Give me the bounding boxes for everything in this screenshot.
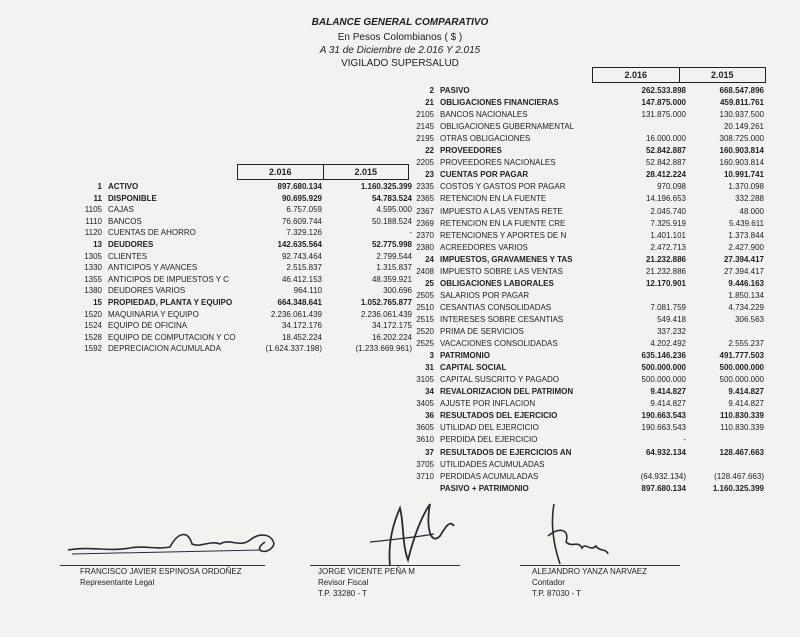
account-code: 34 xyxy=(425,387,434,397)
account-label: ANTICIPOS Y AVANCES xyxy=(108,263,198,273)
account-code: 3610 xyxy=(416,435,434,445)
pasivo-column-header xyxy=(592,67,766,83)
account-label: RETENCION EN LA FUENTE CRE xyxy=(440,218,566,228)
value-2015: 308.725.000 xyxy=(719,134,764,144)
signatory-2 xyxy=(318,566,415,599)
account-code: 2367 xyxy=(416,206,434,216)
account-label: RETENCIONES Y APORTES DE N xyxy=(440,230,567,240)
year-2015-header: 2.015 xyxy=(679,68,766,82)
account-code: 1120 xyxy=(84,228,102,238)
account-code: 3710 xyxy=(416,471,434,481)
value-2016: 64.932.134 xyxy=(645,447,686,457)
account-code: 24 xyxy=(425,254,434,264)
account-label: COSTOS Y GASTOS POR PAGAR xyxy=(440,182,566,192)
account-label: PASIVO xyxy=(440,86,470,95)
account-label: EQUIPO DE COMPUTACION Y CO xyxy=(108,332,236,342)
value-2015: 9.414.827 xyxy=(728,387,764,397)
account-code: 1520 xyxy=(84,309,102,319)
account-code: 37 xyxy=(425,447,434,457)
value-2016: 147.875.000 xyxy=(641,98,686,108)
value-2015: 500.000.000 xyxy=(719,375,764,385)
activo-row xyxy=(80,320,410,332)
value-2016: 635.146.236 xyxy=(641,351,686,361)
account-label: PRIMA DE SERVICIOS xyxy=(440,327,524,336)
value-2015: 4.595.000 xyxy=(376,205,412,215)
value-2016: 970.098 xyxy=(657,182,686,192)
account-label: OTRAS OBLIGACIONES xyxy=(440,134,531,144)
pasivo-row xyxy=(410,422,770,434)
account-label: ACREEDORES VARIOS xyxy=(440,242,528,252)
account-label: RETENCION EN LA FUENTE xyxy=(440,194,547,204)
account-label: CAJAS xyxy=(108,205,134,215)
pasivo-row xyxy=(410,278,770,290)
value-2015: 2.799.544 xyxy=(376,251,412,261)
value-2016: 14.196.653 xyxy=(645,194,686,204)
value-2016: 4.202.492 xyxy=(650,339,686,349)
pasivo-row xyxy=(410,447,770,459)
account-code: 1592 xyxy=(84,344,102,354)
account-label: IMPUESTO A LAS VENTAS RETE xyxy=(440,206,563,216)
value-2016: 12.170.901 xyxy=(645,278,686,288)
activo-row xyxy=(80,216,410,228)
value-2015: 110.830.339 xyxy=(719,411,764,421)
account-code: 2205 xyxy=(416,158,434,168)
report-title: BALANCE GENERAL COMPARATIVO xyxy=(311,17,489,28)
pasivo-row xyxy=(410,181,770,193)
account-label: CUENTAS POR PAGAR xyxy=(440,170,529,180)
value-2016: 337.232 xyxy=(657,327,686,336)
pasivo-row xyxy=(410,133,770,145)
account-label: MAQUINARIA Y EQUIPO xyxy=(108,309,199,319)
account-label: PATRIMONIO xyxy=(440,351,490,361)
value-2016: 34.172.176 xyxy=(281,321,322,331)
pasivo-row xyxy=(410,169,770,181)
value-2016: 76.609.744 xyxy=(281,216,322,226)
value-2016: - xyxy=(683,435,686,445)
signatory-role: Representante Legal xyxy=(80,578,155,587)
value-2015: 2.236.061.439 xyxy=(360,309,412,319)
value-2015: 1.373.844 xyxy=(728,230,764,240)
account-code: 25 xyxy=(425,278,434,288)
value-2016: 500.000.000 xyxy=(641,375,686,385)
account-code: 1330 xyxy=(84,263,102,273)
value-2016: 897.680.134 xyxy=(277,182,322,191)
activo-row xyxy=(80,193,410,205)
account-label: CUENTAS DE AHORRO xyxy=(108,228,196,238)
value-2016: 7.325.919 xyxy=(650,218,686,228)
account-label: PROVEEDORES NACIONALES xyxy=(440,158,556,168)
account-label: PERDIDAS ACUMULADAS xyxy=(440,471,539,481)
account-label: DEPRECIACION ACUMULADA xyxy=(108,344,221,354)
account-label: VACACIONES CONSOLIDADAS xyxy=(440,339,558,349)
signatory-3 xyxy=(532,566,647,599)
value-2015: 1.850.134 xyxy=(728,290,764,300)
value-2015: 20.149.261 xyxy=(723,122,764,132)
account-code: 13 xyxy=(93,240,102,249)
value-2015: 2.555.237 xyxy=(728,339,764,349)
value-2015: 491.777.503 xyxy=(719,351,764,361)
value-2015: 1.052.765.877 xyxy=(360,298,412,307)
account-code: 3 xyxy=(429,351,434,361)
account-label: ACTIVO xyxy=(108,182,139,191)
account-code: 1110 xyxy=(85,216,102,226)
value-2016: 7.329.126 xyxy=(286,228,322,238)
value-2016: 500.000.000 xyxy=(641,363,686,373)
account-code: 2380 xyxy=(416,242,434,252)
account-label: OBLIGACIONES GUBERNAMENTAL xyxy=(440,122,575,132)
value-2015: 306.563 xyxy=(735,314,764,324)
value-2016: 7.081.759 xyxy=(650,302,686,312)
pasivo-row xyxy=(410,206,770,218)
year-2016-header: 2.016 xyxy=(624,70,648,80)
account-label: PROVEEDORES xyxy=(440,146,502,156)
value-2016: 2.515.837 xyxy=(286,263,322,273)
account-code: 2505 xyxy=(416,290,434,300)
value-2015: 110.830.339 xyxy=(720,423,764,433)
signature-francisco xyxy=(60,510,290,570)
account-label: PROPIEDAD, PLANTA Y EQUIPO xyxy=(108,298,233,307)
value-2016: (64.932.134) xyxy=(640,471,686,481)
account-code: 2145 xyxy=(416,122,434,132)
value-2016: (1.624.337.198) xyxy=(265,344,322,354)
signatory-name: JORGE VICENTE PEÑA M xyxy=(318,567,415,576)
pasivo-row xyxy=(410,193,770,205)
pasivo-row xyxy=(410,471,770,483)
account-label: SALARIOS POR PAGAR xyxy=(440,290,530,300)
pasivo-row xyxy=(410,398,770,410)
pasivo-row xyxy=(410,145,770,157)
signatory-name: ALEJANDRO YANZA NARVAEZ xyxy=(532,567,647,576)
account-code: 3105 xyxy=(416,375,434,385)
report-date: A 31 de Diciembre de 2.016 Y 2.015 xyxy=(319,45,481,56)
account-code: 1380 xyxy=(84,286,102,296)
signatory-role: Contador xyxy=(532,578,565,587)
pasivo-row xyxy=(410,109,770,121)
year-2015-header: 2.015 xyxy=(323,165,409,179)
value-2015: 50.188.524 xyxy=(371,216,412,226)
value-2016: 92.743.464 xyxy=(281,251,322,261)
value-2015: 130.937.500 xyxy=(719,110,764,120)
activo-row xyxy=(80,181,410,193)
value-2015: 160.903.814 xyxy=(719,158,764,168)
account-code: 2370 xyxy=(416,230,434,240)
account-code: 2195 xyxy=(416,134,434,144)
value-2015: 668.547.896 xyxy=(719,86,764,95)
value-2016: 46.412.153 xyxy=(281,274,322,284)
account-label: CAPITAL SUSCRITO Y PAGADO xyxy=(440,375,559,385)
value-2016: 964.110 xyxy=(293,286,322,296)
activo-row xyxy=(80,332,410,344)
account-label: UTILIDADES ACUMULADAS xyxy=(440,459,545,469)
value-2016: 190.663.543 xyxy=(641,423,686,433)
activo-row xyxy=(80,239,410,251)
signatory-1 xyxy=(80,566,242,588)
account-label: CESANTIAS CONSOLIDADAS xyxy=(440,302,552,312)
value-2015: 160.903.814 xyxy=(719,146,764,156)
value-2016: 664.348.641 xyxy=(277,298,322,307)
value-2015: 48.000 xyxy=(739,206,764,216)
account-label: IMPUESTOS, GRAVAMENES Y TAS xyxy=(440,254,573,264)
activo-row xyxy=(80,227,410,239)
account-code: 2335 xyxy=(416,182,434,192)
account-label: DEUDORES VARIOS xyxy=(108,286,186,296)
pasivo-row xyxy=(410,218,770,230)
pasivo-row xyxy=(410,350,770,362)
signatory-id: T.P. 87030 - T xyxy=(532,589,582,598)
account-code: 36 xyxy=(425,411,434,421)
signatory-id: T.P. 33280 - T xyxy=(318,589,368,598)
account-code: 2369 xyxy=(416,218,434,228)
pasivo-row xyxy=(410,434,770,446)
value-2016: 28.412.224 xyxy=(645,170,686,180)
account-code: 3605 xyxy=(416,423,434,433)
value-2016: 21.232.886 xyxy=(645,254,686,264)
activo-row xyxy=(80,297,410,309)
pasivo-row xyxy=(410,483,770,495)
pasivo-row xyxy=(410,85,770,97)
pasivo-row xyxy=(410,338,770,350)
value-2015: 10.991.741 xyxy=(723,170,764,180)
value-2015: 54.783.524 xyxy=(371,193,412,203)
value-2015: 1.160.325.399 xyxy=(712,483,764,493)
value-2015: (1.233.669.961) xyxy=(355,344,412,354)
value-2016: 897.680.134 xyxy=(641,483,686,493)
pasivo-row xyxy=(410,362,770,374)
account-label: INTERESES SOBRE CESANTIAS xyxy=(440,314,564,324)
account-label: CLIENTES xyxy=(108,251,148,261)
activo-row xyxy=(80,309,410,321)
currency-line: En Pesos Colombianos ( $ ) xyxy=(337,32,463,43)
value-2016: 1.401.101 xyxy=(650,230,686,240)
value-2016: 16.000.000 xyxy=(645,134,686,144)
account-label: ANTICIPOS DE IMPUESTOS Y C xyxy=(108,274,229,284)
account-code: 1105 xyxy=(84,205,102,215)
activo-row xyxy=(80,262,410,274)
signatory-role: Revisor Fiscal xyxy=(318,578,369,587)
pasivo-row xyxy=(410,410,770,422)
value-2016: 2.472.713 xyxy=(650,242,686,252)
value-2015: 332.288 xyxy=(735,194,764,204)
value-2015: 1.315.837 xyxy=(376,263,412,273)
account-label: RESULTADOS DE EJERCICIOS AN xyxy=(440,447,572,457)
account-code: 1 xyxy=(97,182,102,191)
account-code: 2105 xyxy=(416,110,434,120)
account-label: AJUSTE POR INFLACION xyxy=(440,399,536,409)
pasivo-row xyxy=(410,230,770,242)
account-code: 31 xyxy=(425,363,434,373)
value-2015: 300.696 xyxy=(383,286,412,296)
account-label: BANCOS NACIONALES xyxy=(440,110,528,120)
value-2016: 6.757.059 xyxy=(286,205,322,215)
value-2016: 549.418 xyxy=(657,314,686,324)
account-label: RESULTADOS DEL EJERCICIO xyxy=(440,411,558,421)
pasivo-row xyxy=(410,459,770,471)
value-2015: 48.359.921 xyxy=(371,274,412,284)
account-code: 2525 xyxy=(416,339,434,349)
pasivo-row xyxy=(410,290,770,302)
value-2016: 52.842.887 xyxy=(645,146,686,156)
value-2016: 131.875.000 xyxy=(641,110,686,120)
value-2015: 1.160.325.399 xyxy=(360,182,412,191)
value-2016: 2.236.061.439 xyxy=(270,309,322,319)
activo-row xyxy=(80,274,410,286)
pasivo-row xyxy=(410,314,770,326)
value-2015: 1.370.098 xyxy=(728,182,764,192)
account-code: 2 xyxy=(429,86,434,95)
value-2015: - xyxy=(409,228,412,238)
value-2016: 9.414.827 xyxy=(650,387,686,397)
account-label: UTILIDAD DEL EJERCICIO xyxy=(440,423,539,433)
pasivo-row xyxy=(410,326,770,338)
value-2016: 52.842.887 xyxy=(645,158,686,168)
activo-row xyxy=(80,285,410,297)
account-label: OBLIGACIONES LABORALES xyxy=(440,278,554,288)
value-2015: 4.734.229 xyxy=(728,302,764,312)
year-2016-header: 2.016 xyxy=(268,167,292,177)
signature-jorge xyxy=(330,496,470,572)
account-code: 1355 xyxy=(84,274,102,284)
account-code: 2515 xyxy=(416,314,434,324)
pasivo-row xyxy=(410,254,770,266)
signatory-name: FRANCISCO JAVIER ESPINOSA ORDOÑEZ xyxy=(80,567,242,576)
pasivo-row xyxy=(410,302,770,314)
account-label: OBLIGACIONES FINANCIERAS xyxy=(440,98,559,108)
value-2015: 34.172.175 xyxy=(371,321,412,331)
pasivo-row xyxy=(410,121,770,133)
account-label: EQUIPO DE OFICINA xyxy=(108,321,188,331)
account-code: 2408 xyxy=(416,266,434,276)
value-2015: 500.000.000 xyxy=(719,363,764,373)
value-2016: 190.663.543 xyxy=(641,411,686,421)
account-code: 3705 xyxy=(416,459,434,469)
value-2015: 9.446.163 xyxy=(728,278,764,288)
pasivo-row xyxy=(410,266,770,278)
account-code: 3405 xyxy=(416,399,434,409)
account-code: 22 xyxy=(425,146,434,156)
account-label: IMPUESTO SOBRE LAS VENTAS xyxy=(440,266,563,276)
account-label: DISPONIBLE xyxy=(108,193,157,203)
value-2016: 21.232.886 xyxy=(645,266,686,276)
supervision-label: VIGILADO SUPERSALUD xyxy=(341,58,459,69)
pasivo-row xyxy=(410,242,770,254)
account-code: 15 xyxy=(93,298,102,307)
value-2016: 262.533.898 xyxy=(641,86,686,95)
account-label: PASIVO + PATRIMONIO xyxy=(440,483,529,493)
value-2015: (128.467.663) xyxy=(714,471,764,481)
account-code: 2510 xyxy=(416,302,434,312)
account-code: 2365 xyxy=(416,194,434,204)
pasivo-row xyxy=(410,97,770,109)
account-code: 1524 xyxy=(84,321,102,331)
pasivo-row xyxy=(410,157,770,169)
account-label: CAPITAL SOCIAL xyxy=(440,363,507,373)
account-label: BANCOS xyxy=(108,216,142,226)
value-2015: 128.467.663 xyxy=(719,447,764,457)
activo-row xyxy=(80,204,410,216)
account-label: REVALORIZACION DEL PATRIMON xyxy=(440,387,574,397)
value-2016: 2.045.740 xyxy=(650,206,686,216)
value-2015: 459.811.761 xyxy=(719,98,764,108)
activo-column-header xyxy=(237,164,409,180)
pasivo-row xyxy=(410,374,770,386)
account-code: 1305 xyxy=(84,251,102,261)
value-2015: 9.414.827 xyxy=(728,399,764,409)
value-2016: 142.635.564 xyxy=(277,240,322,249)
signature-alejandro xyxy=(520,496,630,572)
activo-row xyxy=(80,343,410,355)
value-2015: 27.394.417 xyxy=(723,266,764,276)
value-2016: 90.695.929 xyxy=(281,193,322,203)
value-2016: 18.452.224 xyxy=(281,332,322,342)
value-2015: 16.202.224 xyxy=(371,332,412,342)
account-code: 21 xyxy=(425,98,434,108)
account-code: 1528 xyxy=(84,332,102,342)
value-2016: 9.414.827 xyxy=(650,399,686,409)
activo-row xyxy=(80,251,410,263)
value-2015: 2.427.900 xyxy=(728,242,764,252)
account-label: PERDIDA DEL EJERCICIO xyxy=(440,435,538,445)
account-code: 11 xyxy=(93,193,102,203)
value-2015: 5.439.611 xyxy=(729,218,764,228)
value-2015: 52.775.998 xyxy=(371,240,412,249)
value-2015: 27.394.417 xyxy=(723,254,764,264)
pasivo-row xyxy=(410,386,770,398)
account-code: 2520 xyxy=(416,327,434,336)
account-code: 23 xyxy=(425,170,434,180)
account-label: DEUDORES xyxy=(108,240,154,249)
